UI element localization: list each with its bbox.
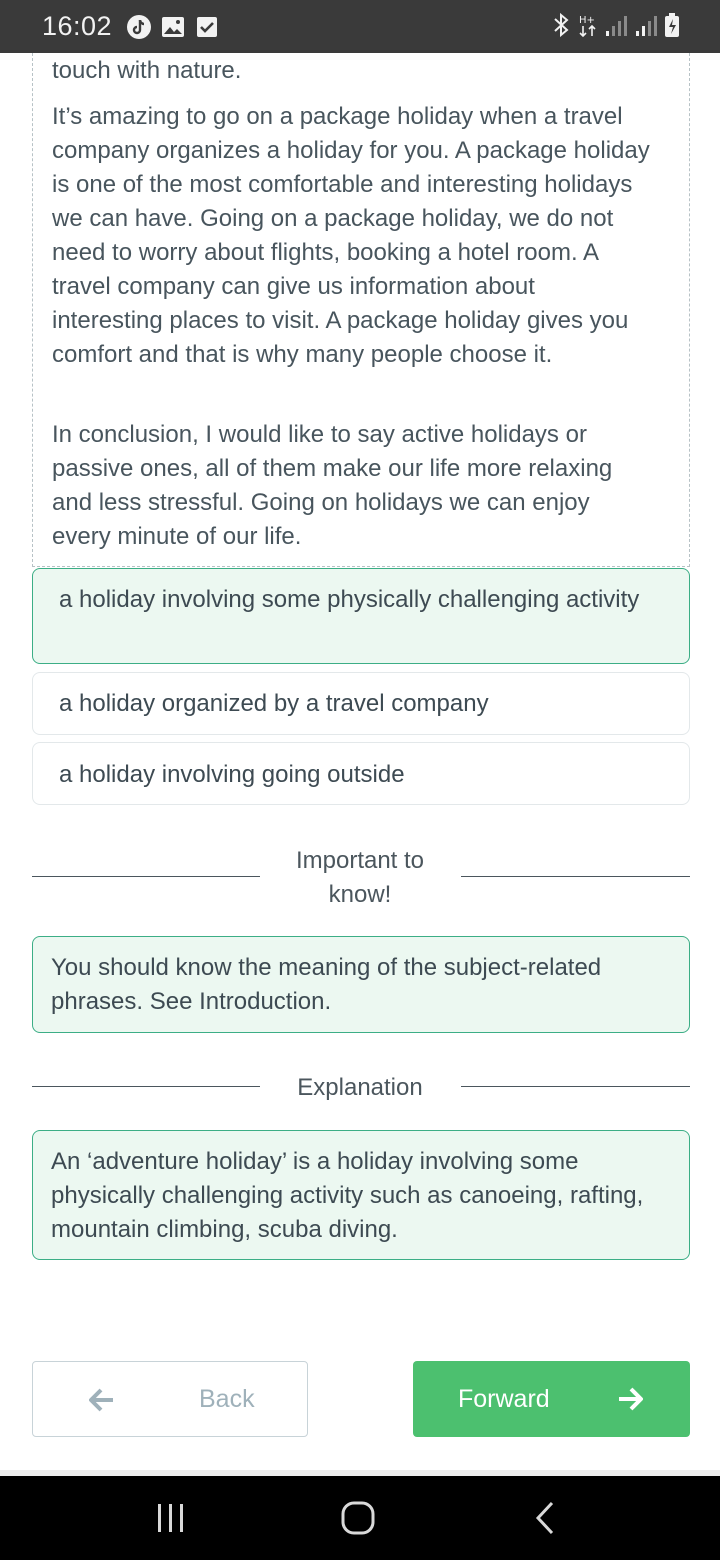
divider-line: [32, 1086, 260, 1087]
bluetooth-icon: [550, 12, 572, 43]
forward-button[interactable]: [413, 1361, 690, 1437]
important-text: You should know the meaning of the subject-related phrases. See Introduction.: [51, 954, 602, 1015]
answer-option-label: a holiday involving some physically challenging activity: [59, 586, 640, 613]
status-bar: [0, 0, 720, 53]
explanation-box: [32, 1130, 690, 1260]
data-transfer-icon: [578, 12, 598, 43]
answer-option[interactable]: [32, 672, 690, 735]
answer-option-label: a holiday involving going outside: [59, 761, 405, 788]
arrow-left-icon: [89, 1388, 115, 1419]
signal-icon: [634, 13, 658, 42]
passage-paragraph: It’s amazing to go on a package holiday when a travel company organizes a holiday for you. A package holiday is one of the most comfortable and interesting holidays we can have. Going on a package holiday, we do not need to worry about flights, booking a hotel room. A travel company can give us information about interesting places to visit. A package holiday gives you comfort and that is why many people choose it.: [52, 103, 650, 368]
back-nav-icon[interactable]: [534, 1501, 556, 1540]
passage-paragraph: In conclusion, I would like to say active holidays or passive ones, all of them make our life more relaxing and less stressful. Going on holidays we can enjoy every minute of our life.: [52, 421, 613, 550]
divider-line: [461, 876, 690, 877]
passage-paragraph: touch with nature.: [52, 57, 242, 84]
system-status-icons: [550, 12, 680, 43]
explanation-title: Explanation: [297, 1074, 423, 1101]
battery-charging-icon: [664, 12, 680, 43]
divider-line: [461, 1086, 690, 1087]
recent-apps-icon[interactable]: [156, 1502, 186, 1539]
divider-line: [32, 876, 260, 877]
system-nav-bar: [0, 1476, 720, 1560]
home-icon[interactable]: [341, 1501, 375, 1540]
important-title: Important to know!: [295, 847, 425, 908]
arrow-right-icon: [617, 1387, 643, 1418]
answer-option[interactable]: [32, 742, 690, 805]
answer-option-label: a holiday organized by a travel company: [59, 690, 489, 717]
signal-icon: [604, 13, 628, 42]
important-info-box: [32, 936, 690, 1033]
answer-option-selected[interactable]: [32, 568, 690, 664]
image-icon: [160, 14, 186, 40]
checkbox-icon: [194, 14, 220, 40]
back-button[interactable]: [32, 1361, 308, 1437]
back-label: Back: [199, 1384, 255, 1413]
explanation-text: An ‘adventure holiday’ is a holiday involving some physically challenging activity such as canoeing, rafting, mountain climbing, scuba diving.: [51, 1148, 644, 1243]
reading-passage: [32, 53, 690, 567]
svg-text:H+: H+: [579, 15, 595, 26]
status-time: 16:02: [42, 11, 113, 41]
tiktok-icon: [126, 14, 152, 40]
forward-label: Forward: [458, 1384, 550, 1413]
